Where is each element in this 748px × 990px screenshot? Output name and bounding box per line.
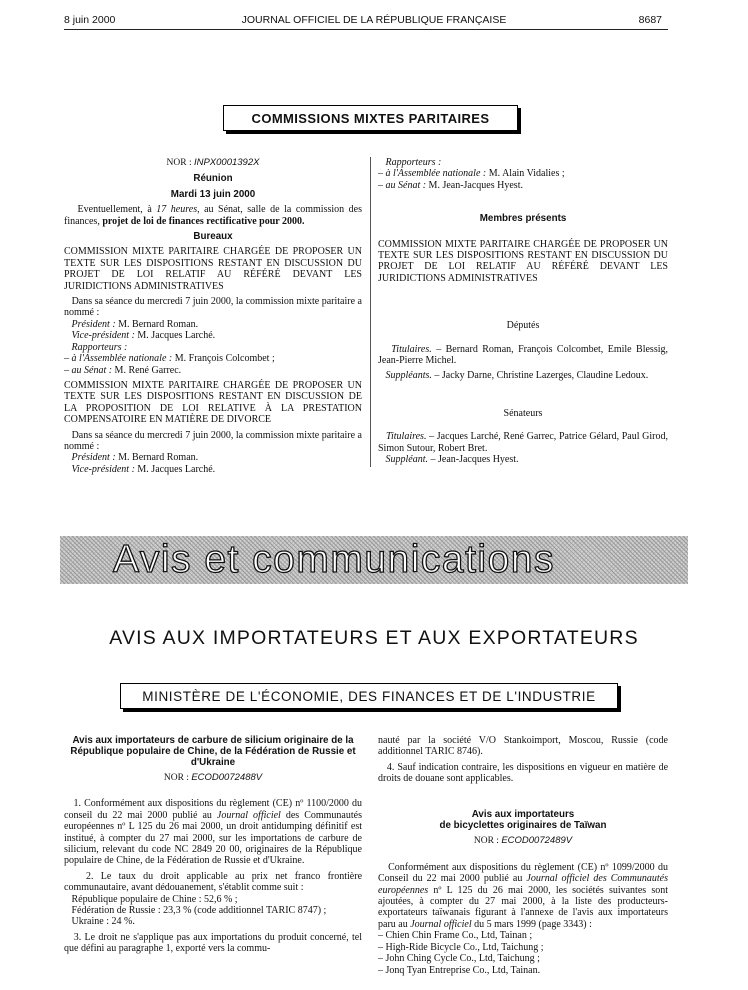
notice2-title-line-1: Avis aux importateurs (471, 808, 575, 820)
senateurs-titulaires: Titulaires. – Jacques Larché, René Garrec, Patrice Gélard, Paul Girod, Simon Sutour, Robert Bret. (378, 431, 668, 454)
header-rule (64, 29, 668, 30)
notice2-paragraph: Conformément aux dispositions du règlement (CE) nº 1099/2000 du Conseil du 22 mai 2000 publié au Journal officiel des Communautés européennes nº L 125 du 26 mai 2000, les sociétés suivantes sont ajoutées, à compter du 27 mai 2000, à la liste des producteurs-exportateurs taïwanais figurant à l'annexe de l'avis aux importateurs paru au Journal officiel du 5 mars 1999 (page 3343) : (378, 861, 668, 930)
rate-china: République populaire de Chine : 52,6 % ; (71, 893, 238, 905)
cmp2-title: COMMISSION MIXTE PARITAIRE CHARGÉE DE PROPOSER UN TEXTE SUR LES DISPOSITIONS RESTANT EN DISCUSSION DE LA PROPOSITION DE LOI RELATIVE À LA PRESTATION COMPENSATOIRE EN MATIÈRE DE DIVORCE (64, 379, 362, 426)
cmp2-vice-president: Vice-président : M. Jacques Larché. (71, 463, 216, 475)
notice1-nor: NOR : ECOD0072488V (163, 772, 263, 783)
avis-title: AVIS AUX IMPORTATEURS ET AUX EXPORTATEURS (109, 627, 639, 649)
cmp1-president: Président : M. Bernard Roman. (71, 318, 199, 330)
journal-title: JOURNAL OFFICIEL DE LA RÉPUBLIQUE FRANÇAISE (241, 14, 507, 26)
header-date: 8 juin 2000 (64, 14, 116, 26)
notice1-paragraph-3: 3. Le droit ne s'applique pas aux importations du produit concerné, tel que défini au paragraphe 1, exporté vers la commu- (64, 931, 362, 955)
notice1-paragraph-2: 2. Le taux du droit applicable au prix net franco frontière communautaire, avant dédouanement, s'établit comme suit : (64, 870, 363, 894)
rate-ukraine: Ukraine : 24 %. (71, 916, 135, 928)
cmp1-title: COMMISSION MIXTE PARITAIRE CHARGÉE DE PROPOSER UN TEXTE SUR LES DISPOSITIONS RESTANT EN DISCUSSION DU PROJET DE LOI RELATIF AU RÉFÉRÉ DEVANT LES JURIDICTIONS ADMINISTRATIVES (64, 246, 362, 292)
notice1-paragraph-4: 4. Sauf indication contraire, les dispositions en vigueur en matière de droits de douane sont applicables. (378, 761, 669, 785)
senateurs-heading: Sénateurs (503, 407, 543, 419)
rapporteur-an: – à l'Assemblée nationale : M. Alain Vidalies ; (378, 168, 565, 180)
notice2-title-line-2: de bicyclettes originaires de Taïwan (439, 820, 607, 832)
cmp1-vice-president: Vice-président : M. Jacques Larché. (71, 330, 216, 342)
right-cmp-title: COMMISSION MIXTE PARITAIRE CHARGÉE DE PROPOSER UN TEXTE SUR LES DISPOSITIONS RESTANT EN DISCUSSION DU PROJET DE LOI RELATIF AU RÉFÉRÉ DEVANT LES JURIDICTIONS ADMINISTRATIVES (378, 238, 668, 284)
reunion-date: Mardi 13 juin 2000 (170, 188, 256, 200)
section-title-box (223, 105, 518, 131)
company-list-item: – John Ching Cycle Co., Ltd, Taichung ; (378, 953, 540, 965)
nor-code: INPX0001392X (193, 157, 260, 168)
notice1-paragraph-1: 1. Conformément aux dispositions du règlement (CE) nº 1100/2000 du conseil du 22 mai 2000 publié au Journal officiel des Communautés européennes nº L 125 du 26 mai 2000, un droit antidumping définitif est institué, à compter du 27 mai 2000, sur les importations de carbure de silicium, relevant du code NC 2849 20 00, originaires de la République populaire de Chine, de la Fédération de Russie et d'Ukraine. (64, 798, 362, 867)
notice1-paragraph-3-continued: nauté par la société V/O Stankoimport, Moscou, Russie (code additionnel TARIC 8746). (378, 735, 668, 758)
ministry-box (120, 683, 618, 709)
rapporteurs-label: Rapporteurs : (385, 157, 442, 168)
notice2-nor: NOR : ECOD0072489V (473, 835, 573, 847)
ministry-title: MINISTÈRE DE L'ÉCONOMIE, DES FINANCES ET DE L'INDUSTRIE (142, 688, 596, 704)
cmp2-president: Président : M. Bernard Roman. (71, 452, 199, 464)
cmp2-seance: Dans sa séance du mercredi 7 juin 2000, la commission mixte paritaire a nommé : (64, 429, 362, 452)
cmp1-seance: Dans sa séance du mercredi 7 juin 2000, la commission mixte paritaire a nommé : (64, 296, 362, 319)
section-title: COMMISSIONS MIXTES PARITAIRES (251, 110, 490, 126)
notice-bicyclettes (378, 735, 668, 976)
rate-russia: Fédération de Russie : 23,3 % (code additionnel TARIC 8747) ; (71, 905, 327, 917)
nor-label: NOR : (166, 158, 192, 168)
right-column (378, 157, 668, 466)
nor-line (64, 157, 362, 169)
company-list-item: – Jonq Tyan Entreprise Co., Ltd, Tainan. (378, 964, 541, 976)
bureaux-heading: Bureaux (193, 231, 233, 243)
page-number: 8687 (638, 14, 662, 26)
cmp1-rapporteurs: Rapporteurs : (71, 341, 128, 353)
avis-banner (60, 536, 688, 584)
reunion-text: Eventuellement, à 17 heures, au Sénat, salle de la commission des finances, projet de loi de finances rectificative pour 2000. (64, 204, 362, 227)
rapporteur-senat: – au Sénat : M. Jean-Jacques Hyest. (378, 179, 523, 191)
left-column (64, 157, 362, 475)
company-list-item: – High-Ride Bicycle Co., Ltd, Taichung ; (378, 941, 544, 953)
senateurs-suppleant: Suppléant. – Jean-Jacques Hyest. (385, 454, 519, 466)
reunion-heading: Réunion (193, 173, 233, 185)
deputes-titulaires: Titulaires. – Bernard Roman, François Colcombet, Emile Blessig, Jean-Pierre Michel. (378, 343, 668, 367)
column-divider (370, 157, 371, 467)
banner-title: Avis et communications (113, 538, 555, 581)
notice-silicium (64, 735, 362, 955)
cmp1-rapporteur-senat: – au Sénat : M. René Garrec. (64, 364, 182, 376)
company-list-item: – Chien Chin Frame Co., Ltd, Tainan ; (378, 930, 533, 942)
membres-heading: Membres présents (479, 213, 567, 225)
deputes-suppleants: Suppléants. – Jacky Darne, Christine Lazerges, Claudine Ledoux. (385, 370, 649, 382)
cmp1-rapporteur-an: – à l'Assemblée nationale : M. François Colcombet ; (64, 353, 275, 365)
notice1-title: Avis aux importateurs de carbure de silicium originaire de la République populaire de Chine, de la Fédération de Russie et d'Ukraine (70, 735, 356, 768)
deputes-heading: Députés (506, 320, 540, 332)
